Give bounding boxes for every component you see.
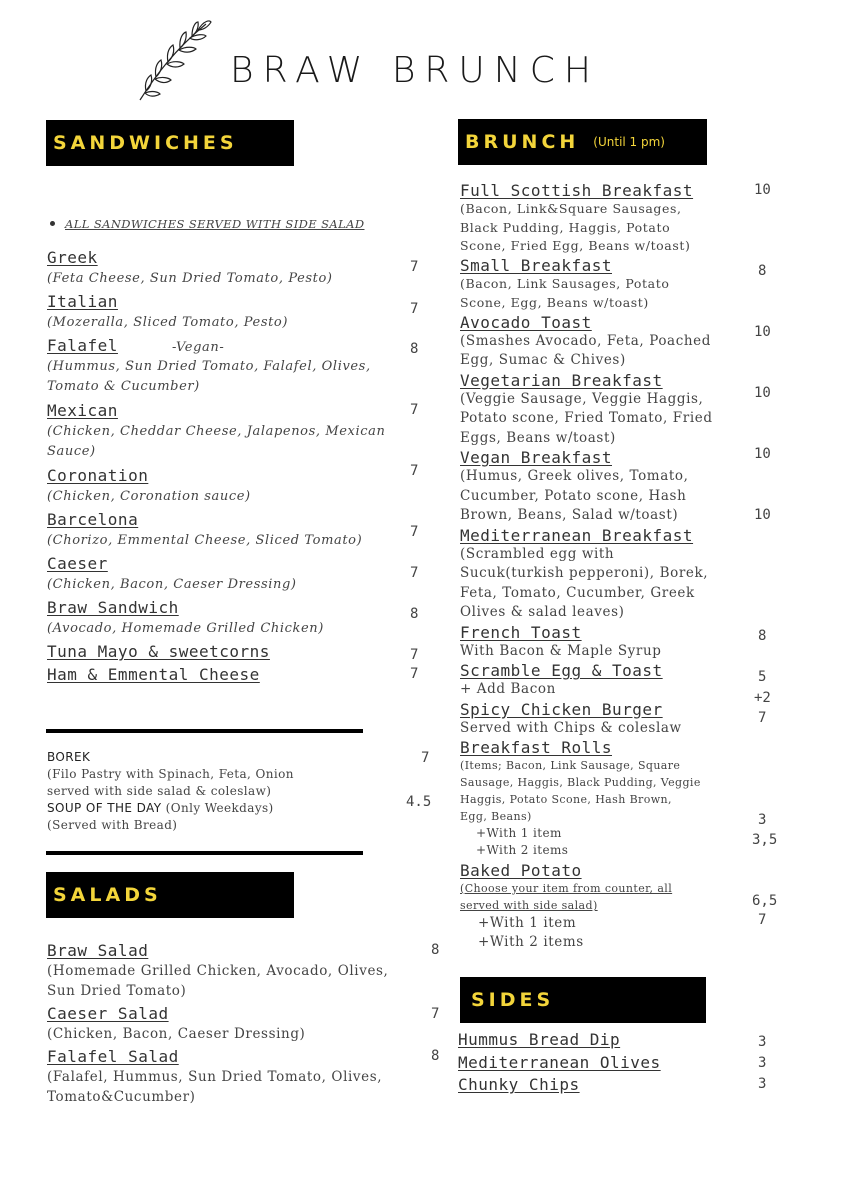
sandwich-item-braw-sandwich: Braw Sandwich	[47, 598, 179, 617]
salad-price: 8	[431, 942, 440, 958]
brunch-heading: BRUNCH	[465, 131, 580, 153]
brunch-item-full-scottish: Full Scottish Breakfast (Bacon, Link&Square Sausages, Black Pudding, Haggis, Potato Scone, Fried Egg, Beans w/toast)	[460, 181, 694, 254]
brunch-item-mediterranean-breakfast: Mediterranean Breakfast (Scrambled egg with Sucuk(turkish pepperoni), Borek, Feta, Tomato, Cucumber, Greek Olives & salad leaves)	[460, 525, 709, 621]
sandwich-desc: (Chorizo, Emmental Cheese, Sliced Tomato)	[47, 533, 363, 548]
sandwich-item-greek: Greek	[47, 248, 98, 267]
side-price: 3	[758, 1076, 767, 1092]
divider	[46, 729, 363, 733]
salad-desc: (Falafel, Hummus, Sun Dried Tomato, Olives, Tomato&Cucumber)	[47, 1069, 383, 1105]
brunch-item-small-breakfast: Small Breakfast (Bacon, Link Sausages, Potato Scone, Egg, Beans w/toast)	[460, 256, 670, 310]
sides-heading-band	[460, 977, 706, 1023]
salad-item-caeser: Caeser Salad	[47, 1004, 169, 1023]
sandwich-item-tuna-mayo: Tuna Mayo & sweetcorns	[47, 642, 270, 661]
side-price: 3	[758, 1055, 767, 1071]
sandwich-price: 7	[410, 666, 419, 682]
salad-item-falafel: Falafel Salad	[47, 1047, 179, 1066]
sandwich-desc: (Mozeralla, Sliced Tomato, Pesto)	[47, 315, 289, 330]
brunch-heading-band	[458, 119, 707, 165]
side-item-chips: Chunky Chips	[458, 1075, 580, 1094]
salad-desc: (Homemade Grilled Chicken, Avocado, Olives, Sun Dried Tomato)	[47, 963, 389, 999]
divider	[46, 851, 363, 855]
brunch-price: 10	[754, 385, 771, 401]
brunch-price: 10	[754, 182, 771, 198]
sandwich-desc: (Chicken, Bacon, Caeser Dressing)	[47, 577, 297, 592]
brunch-price: 10	[754, 324, 771, 340]
brunch-item-vegetarian-breakfast: Vegetarian Breakfast (Veggie Sausage, Veggie Haggis, Potato scone, Fried Tomato, Fried Eggs, Beans w/toast)	[460, 370, 713, 446]
rolls-price: 3	[758, 812, 767, 828]
brunch-item-baked-potato: Baked Potato (Choose your item from counter, all served with side salad) +With 1 item +With 2 items	[460, 861, 673, 950]
sandwich-price: 7	[410, 565, 419, 581]
rolls-price: 3,5	[752, 832, 778, 848]
sandwich-price: 7	[410, 463, 419, 479]
brunch-price: 10	[754, 507, 771, 523]
brunch-item-scramble-egg: Scramble Egg & Toast + Add Bacon	[460, 661, 663, 698]
brunch-item-avocado-toast: Avocado Toast (Smashes Avocado, Feta, Poached Egg, Sumac & Chives)	[460, 312, 711, 369]
side-price: 3	[758, 1034, 767, 1050]
sandwich-item-barcelona: Barcelona	[47, 510, 139, 529]
salads-heading-band	[46, 872, 294, 918]
sandwich-price: 7	[410, 301, 419, 317]
sandwich-desc: (Feta Cheese, Sun Dried Tomato, Pesto)	[47, 271, 333, 286]
brunch-price: 7	[758, 710, 767, 726]
sandwich-price: 7	[410, 647, 419, 663]
brunch-list	[460, 181, 750, 951]
sandwich-item-italian: Italian	[47, 292, 118, 311]
brunch-price: 8	[758, 628, 767, 644]
sandwich-desc: (Chicken, Coronation sauce)	[47, 489, 251, 504]
sandwich-price: 8	[410, 606, 419, 622]
sandwich-price: 8	[410, 341, 419, 357]
brunch-price: 10	[754, 446, 771, 462]
vegan-tag: -Vegan-	[171, 340, 225, 355]
sandwich-item-falafel: Falafel -Vegan-	[47, 336, 225, 355]
side-item-olives: Mediterranean Olives	[458, 1053, 661, 1072]
sandwich-item-mexican: Mexican	[47, 401, 118, 420]
sandwiches-heading-band	[46, 120, 294, 166]
sandwich-item-caeser: Caeser	[47, 554, 108, 573]
soup-price: 4.5	[406, 794, 432, 810]
brunch-item-spicy-chicken-burger: Spicy Chicken Burger Served with Chips & coleslaw	[460, 699, 682, 736]
brunch-subheading: (Until 1 pm)	[593, 135, 665, 149]
sandwiches-note: ALL SANDWICHES SERVED WITH SIDE SALAD	[50, 213, 364, 233]
sides-heading: SIDES	[471, 989, 555, 1011]
olive-branch-icon	[134, 18, 212, 104]
salad-item-braw: Braw Salad	[47, 941, 149, 960]
soup-title: SOUP OF THE DAY	[47, 801, 162, 815]
salads-heading: SALADS	[53, 884, 162, 906]
borek-block: BOREK (Filo Pastry with Spinach, Feta, Onion served with side salad & coleslaw) SOUP OF THE DAY (Only Weekdays) (Served with Bread)	[47, 750, 294, 832]
sandwich-price: 7	[410, 259, 419, 275]
sandwich-item-coronation: Coronation	[47, 466, 149, 485]
brunch-price: 5	[758, 669, 767, 685]
sandwich-price: 7	[410, 402, 419, 418]
sandwich-desc: (Avocado, Homemade Grilled Chicken)	[47, 621, 324, 636]
brunch-item-vegan-breakfast: Vegan Breakfast (Humus, Greek olives, Tomato, Cucumber, Potato scone, Hash Brown, Beans, Salad w/toast)	[460, 448, 689, 524]
sandwich-desc: (Hummus, Sun Dried Tomato, Falafel, Olives, Tomato & Cucumber)	[47, 359, 371, 394]
page-title: BRAW BRUNCH	[230, 50, 600, 91]
salad-price: 7	[431, 1006, 440, 1022]
sandwiches-heading: SANDWICHES	[53, 132, 238, 154]
sandwich-item-ham-emmental: Ham & Emmental Cheese	[47, 665, 260, 684]
borek-title: BOREK	[47, 750, 91, 764]
brunch-item-breakfast-rolls: Breakfast Rolls (Items; Bacon, Link Sausage, Square Sausage, Haggis, Black Pudding, Veggie Haggis, Potato Scone, Hash Brown, Egg, Beans) +With 1 item +With 2 items	[460, 738, 701, 858]
side-item-hummus: Hummus Bread Dip	[458, 1030, 621, 1049]
potato-price: 7	[758, 912, 767, 928]
sandwich-price: 7	[410, 524, 419, 540]
salad-price: 8	[431, 1048, 440, 1064]
sandwich-desc: (Chicken, Cheddar Cheese, Jalapenos, Mexican Sauce)	[47, 424, 386, 459]
brunch-item-french-toast: French Toast With Bacon & Maple Syrup	[460, 622, 662, 659]
brunch-price: +2	[754, 690, 771, 706]
borek-price: 7	[421, 750, 430, 766]
salad-desc: (Chicken, Bacon, Caeser Dressing)	[47, 1026, 306, 1042]
brunch-price: 8	[758, 263, 767, 279]
potato-price: 6,5	[752, 893, 778, 909]
